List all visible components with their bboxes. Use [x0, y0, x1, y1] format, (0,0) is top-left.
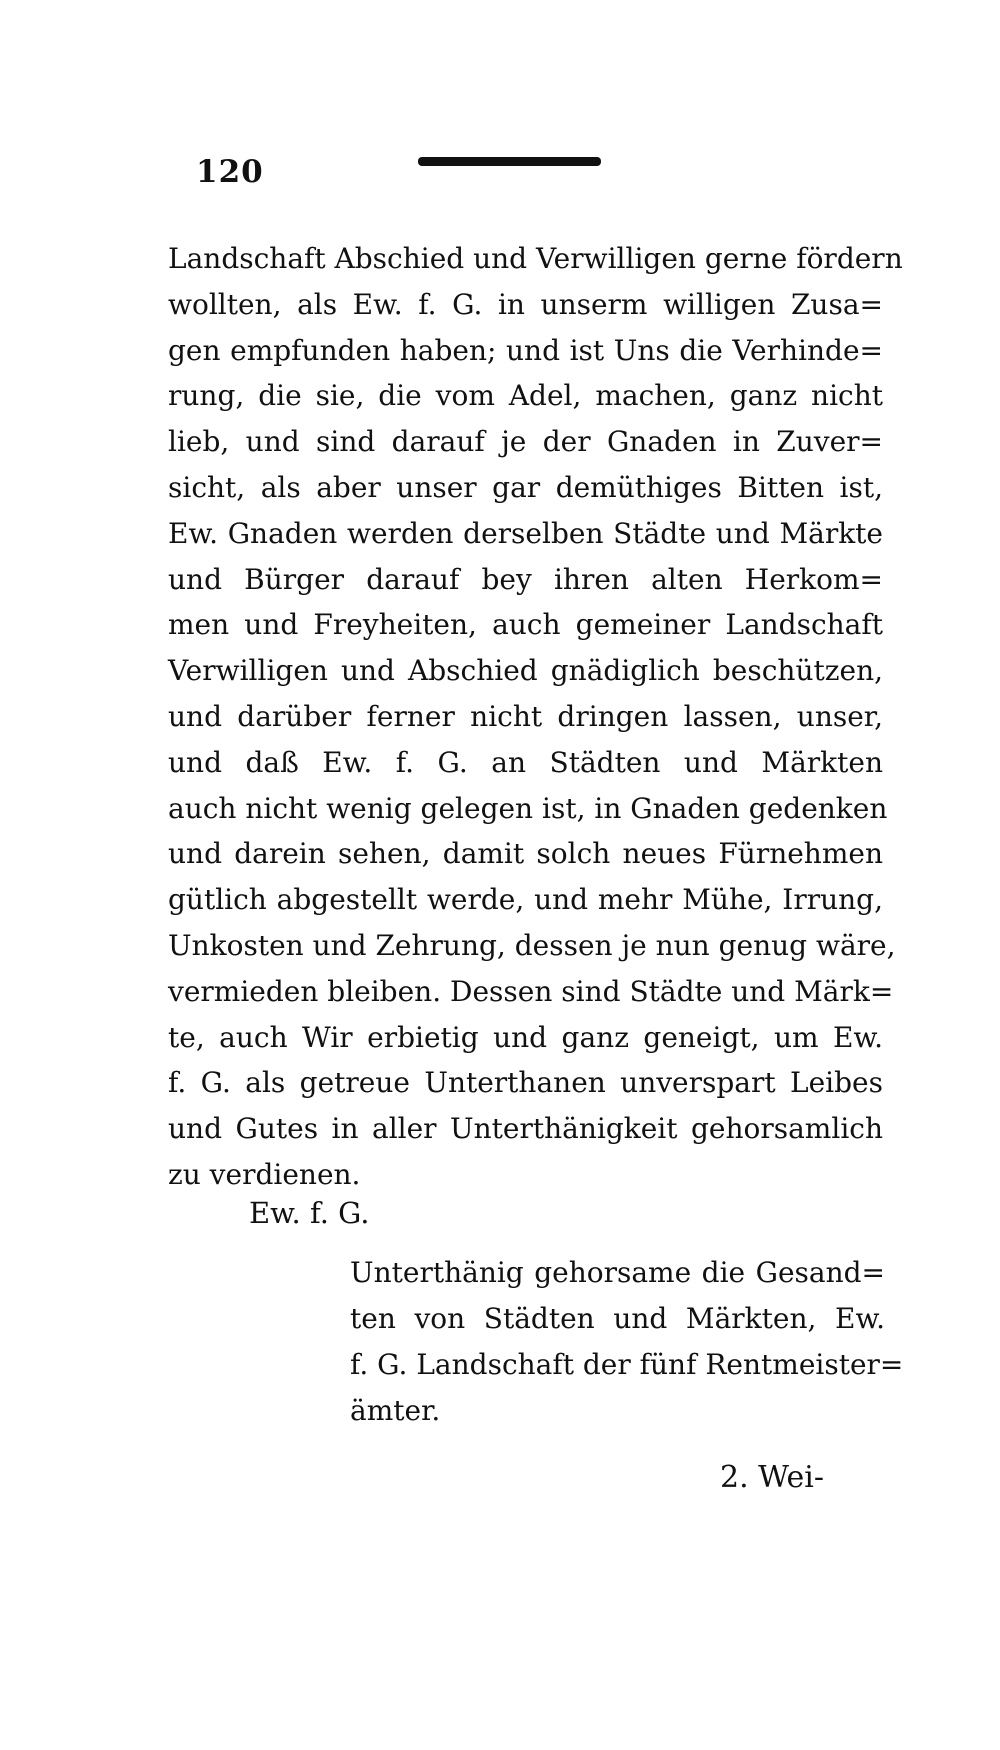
body-paragraph [168, 236, 903, 1198]
body-line: und darüber ferner nicht dringen lassen, unser, [168, 699, 883, 733]
header-rule [418, 157, 601, 166]
body-line: gen empfunden haben; und ist Uns die Verhinde= [168, 333, 883, 367]
body-line: men und Freyheiten, auch gemeiner Landschaft [168, 608, 883, 642]
body-line: und darein sehen, damit solch neues Fürnehmen [168, 837, 883, 871]
body-line: wollten, als Ew. f. G. in unserm willigen Zusa= [168, 287, 883, 321]
body-line: Landschaft Abschied und Verwilligen gerne fördern [168, 242, 903, 275]
signature-block [350, 1250, 904, 1434]
body-line: Verwilligen und Abschied gnädiglich beschützen, [168, 654, 883, 688]
catchword: 2. Wei- [720, 1460, 825, 1495]
signature-line: ämter. [350, 1394, 441, 1427]
body-line: f. G. als getreue Unterthanen unverspart Leibes [168, 1066, 883, 1100]
body-line: und Bürger darauf bey ihren alten Herkom= [168, 562, 883, 596]
signature-line: f. G. Landschaft der fünf Rentmeister= [350, 1348, 904, 1381]
body-line: lieb, und sind darauf je der Gnaden in Zuver= [168, 425, 883, 459]
body-line: vermieden bleiben. Dessen sind Städte und Märk= [168, 974, 894, 1008]
body-line: Ew. Gnaden werden derselben Städte und Märkte [168, 516, 883, 550]
body-line: und daß Ew. f. G. an Städten und Märkten [168, 745, 883, 779]
body-line: zu verdienen. [168, 1157, 361, 1191]
body-line: auch nicht wenig gelegen ist, in Gnaden gedenken [168, 791, 888, 825]
signature-line: Unterthänig gehorsame die Gesand= [350, 1256, 885, 1289]
signature-line: ten von Städten und Märkten, Ew. [350, 1302, 885, 1335]
body-line: gütlich abgestellt werde, und mehr Mühe, Irrung, [168, 883, 883, 917]
body-line: te, auch Wir erbietig und ganz geneigt, um Ew. [168, 1020, 883, 1054]
body-line: rung, die sie, die vom Adel, machen, ganz nicht [168, 379, 883, 413]
page-number: 120 [196, 154, 264, 190]
salutation: Ew. f. G. [249, 1196, 370, 1230]
body-line: und Gutes in aller Unterthänigkeit gehorsamlich [168, 1112, 883, 1146]
body-line: sicht, als aber unser gar demüthiges Bitten ist, [168, 470, 883, 504]
body-line: Unkosten und Zehrung, dessen je nun genug wäre, [168, 928, 896, 962]
